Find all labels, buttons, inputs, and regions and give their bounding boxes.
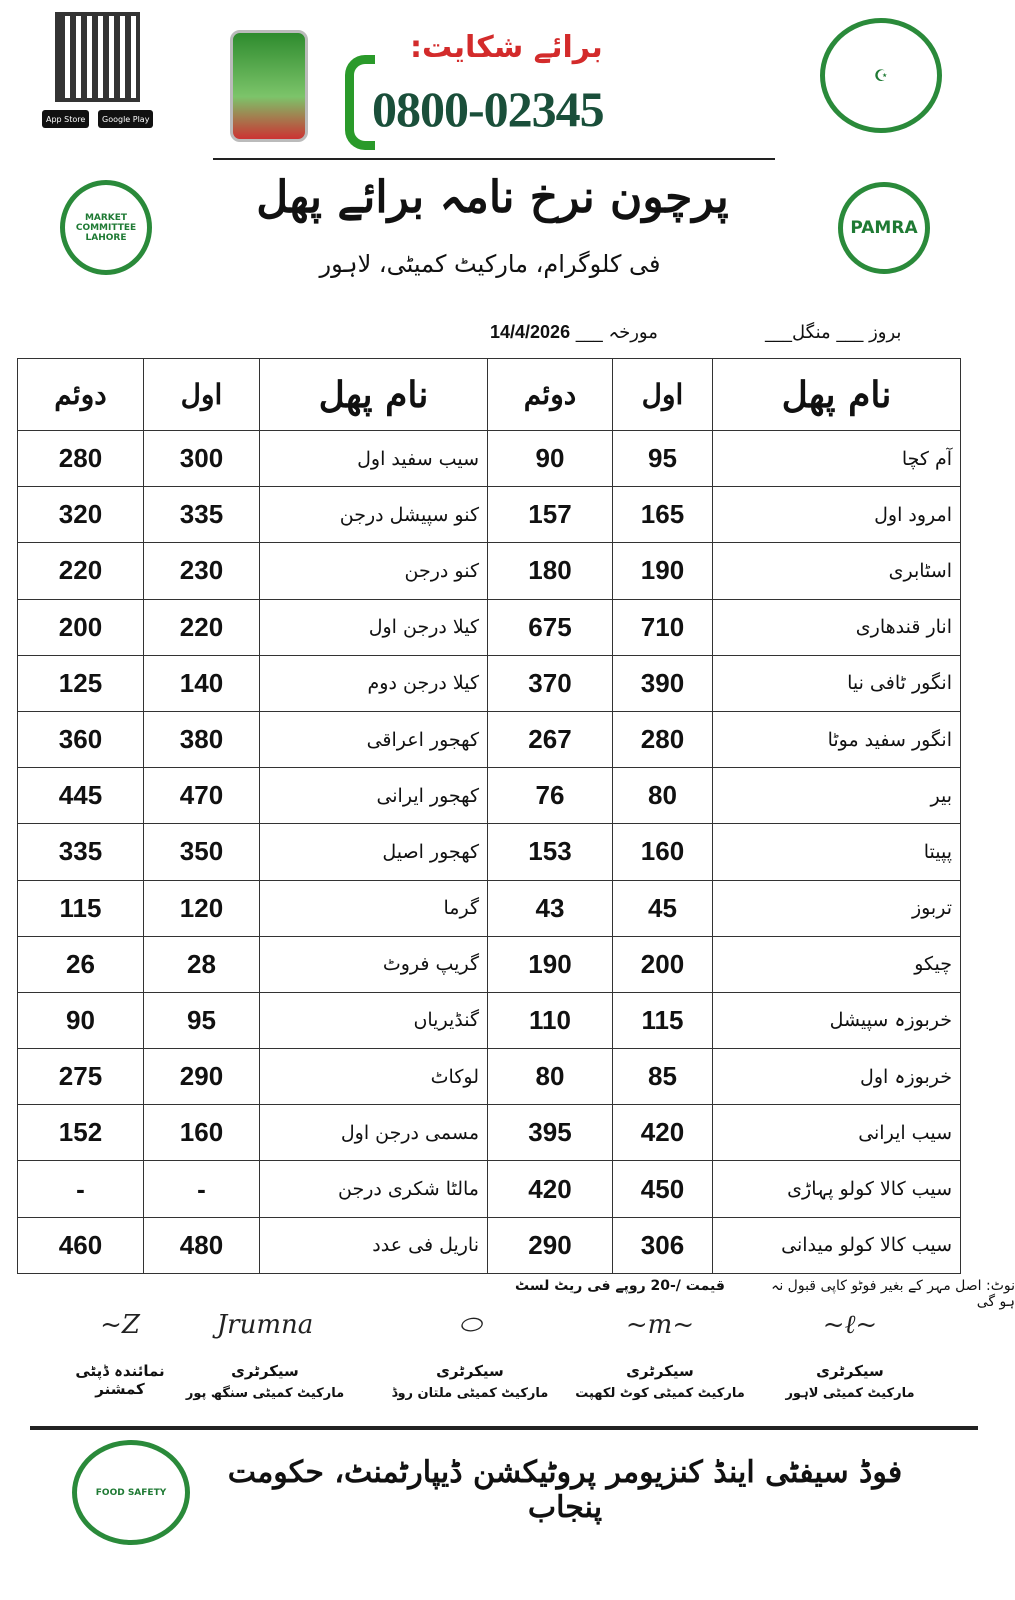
table-row (18, 1105, 961, 1161)
fruit-name: انار قندھاری (713, 599, 961, 655)
header-name: نام پھل (713, 359, 961, 431)
signature-block: Z~ نمائندہ ڈپٹی کمشنر (60, 1310, 180, 1398)
fruit-name: کھجور اعراقی (260, 711, 488, 767)
price-first: 85 (613, 1049, 713, 1105)
price-first: 120 (144, 880, 260, 936)
price-first: 350 (144, 824, 260, 880)
table-row (18, 599, 961, 655)
food-safety-department-logo: FOOD SAFETY (72, 1440, 190, 1545)
fruit-name: سیب کالا کولو پہاڑی (713, 1161, 961, 1217)
phone-handset-icon (345, 55, 375, 150)
table-row (18, 487, 961, 543)
table-row (18, 711, 961, 767)
table-row (18, 1217, 961, 1273)
fruit-name: سیب ایرانی (713, 1105, 961, 1161)
price-first: 190 (613, 543, 713, 599)
price-second: 115 (18, 880, 144, 936)
signature-block: Jrumna سیکرٹری مارکیٹ کمیٹی سنگھ پور (185, 1310, 345, 1401)
table-row (18, 543, 961, 599)
price-second: 90 (18, 992, 144, 1048)
price-second: 290 (488, 1217, 613, 1273)
price-second: 76 (488, 768, 613, 824)
price-second: 445 (18, 768, 144, 824)
complaint-label: برائے شکایت: (410, 30, 603, 65)
price-first: 280 (613, 711, 713, 767)
fruit-name: مسمی درجن اول (260, 1105, 488, 1161)
price-second: 180 (488, 543, 613, 599)
price-second: 320 (18, 487, 144, 543)
fruit-name: آم کچا (713, 431, 961, 487)
price-second: 420 (488, 1161, 613, 1217)
price-first: 480 (144, 1217, 260, 1273)
price-first: 28 (144, 936, 260, 992)
price-second: 267 (488, 711, 613, 767)
price-first: 390 (613, 655, 713, 711)
price-first: 200 (613, 936, 713, 992)
fruit-name: گریپ فروٹ (260, 936, 488, 992)
price-second: 152 (18, 1105, 144, 1161)
price-table (17, 358, 961, 1274)
price-second: 335 (18, 824, 144, 880)
price-first: 115 (613, 992, 713, 1048)
signature: ⬭ (458, 1310, 482, 1340)
price-first: 160 (613, 824, 713, 880)
divider (213, 158, 775, 160)
price-first: 45 (613, 880, 713, 936)
price-second: 157 (488, 487, 613, 543)
signature: Jrumna (216, 1310, 314, 1340)
fruit-name: سیب کالا کولو میدانی (713, 1217, 961, 1273)
price-first: 95 (613, 431, 713, 487)
price-second: 125 (18, 655, 144, 711)
price-first: - (144, 1161, 260, 1217)
price-first: 165 (613, 487, 713, 543)
app-qr-code[interactable] (55, 12, 140, 102)
price-first: 470 (144, 768, 260, 824)
stamp-note: نوٹ: اصل مہر کے بغیر فوٹو کاپی قبول نہ ہو گی (771, 1278, 1015, 1310)
fruit-name: کنو درجن (260, 543, 488, 599)
signature-block: ⬭ سیکرٹری مارکیٹ کمیٹی ملتان روڈ (385, 1310, 555, 1401)
price-second: 80 (488, 1049, 613, 1105)
price-first: 306 (613, 1217, 713, 1273)
price-note: قیمت /-20 روپے فی ریٹ لسٹ (515, 1278, 725, 1294)
fruit-name: پپیتا (713, 824, 961, 880)
table-row (18, 936, 961, 992)
table-row (18, 880, 961, 936)
fruit-name: کھجور اصیل (260, 824, 488, 880)
table-row (18, 655, 961, 711)
price-second: 190 (488, 936, 613, 992)
fruit-name: ناریل فی عدد (260, 1217, 488, 1273)
hotline-number: 0800-02345 (372, 81, 604, 137)
price-second: 460 (18, 1217, 144, 1273)
table-row (18, 1161, 961, 1217)
punjab-government-logo: ☪ (820, 18, 942, 133)
day-field: بروز ___ منگل___ (765, 322, 902, 343)
price-second: 153 (488, 824, 613, 880)
mobile-app-image (230, 30, 308, 142)
price-first: 710 (613, 599, 713, 655)
fruit-name: سیب سفید اول (260, 431, 488, 487)
price-first: 160 (144, 1105, 260, 1161)
fruit-name: مالٹا شکری درجن (260, 1161, 488, 1217)
fruit-name: گرما (260, 880, 488, 936)
fruit-name: بیر (713, 768, 961, 824)
price-second: 26 (18, 936, 144, 992)
table-row (18, 431, 961, 487)
price-second: - (18, 1161, 144, 1217)
price-second: 360 (18, 711, 144, 767)
price-first: 380 (144, 711, 260, 767)
fruit-name: چیکو (713, 936, 961, 992)
table-row (18, 992, 961, 1048)
pamra-logo: PAMRA (838, 182, 930, 274)
price-first: 420 (613, 1105, 713, 1161)
price-second: 280 (18, 431, 144, 487)
signature-block: ~ℓ~ سیکرٹری مارکیٹ کمیٹی لاہور (760, 1310, 940, 1401)
price-first: 80 (613, 768, 713, 824)
fruit-name: انگور سفید موٹا (713, 711, 961, 767)
header-second: دوئم (488, 359, 613, 431)
fruit-name: خربوزہ اول (713, 1049, 961, 1105)
app-store-badge[interactable]: App Store (42, 110, 89, 128)
price-second: 110 (488, 992, 613, 1048)
fruit-name: انگور ٹافی نیا (713, 655, 961, 711)
price-second: 220 (18, 543, 144, 599)
signature: Z~ (100, 1310, 140, 1340)
price-first: 220 (144, 599, 260, 655)
fruit-name: کھجور ایرانی (260, 768, 488, 824)
date-field: مورخہ ___ 14/4/2026 (490, 322, 658, 343)
price-first: 290 (144, 1049, 260, 1105)
table-row (18, 768, 961, 824)
header-first: اول (613, 359, 713, 431)
page-title: پرچون نرخ نامہ برائے پھل (256, 172, 729, 223)
header-first: اول (144, 359, 260, 431)
google-play-badge[interactable]: Google Play (98, 110, 153, 128)
price-first: 230 (144, 543, 260, 599)
signature: ~m~ (625, 1310, 695, 1340)
signature-block: ~m~ سیکرٹری مارکیٹ کمیٹی کوٹ لکھپت (570, 1310, 750, 1401)
fruit-name: اسٹابری (713, 543, 961, 599)
price-second: 675 (488, 599, 613, 655)
header-second: دوئم (18, 359, 144, 431)
price-first: 95 (144, 992, 260, 1048)
price-second: 90 (488, 431, 613, 487)
divider (30, 1426, 978, 1430)
fruit-name: کیلا درجن دوم (260, 655, 488, 711)
fruit-name: گنڈیریاں (260, 992, 488, 1048)
price-second: 395 (488, 1105, 613, 1161)
fruit-name: امرود اول (713, 487, 961, 543)
header-name: نام پھل (260, 359, 488, 431)
price-first: 140 (144, 655, 260, 711)
fruit-name: لوکاٹ (260, 1049, 488, 1105)
price-first: 300 (144, 431, 260, 487)
market-committee-lahore-logo: MARKET COMMITTEE LAHORE (60, 180, 152, 275)
page-subtitle: فی کلوگرام، مارکیٹ کمیٹی، لاہور (319, 250, 661, 278)
fruit-name: کنو سپیشل درجن (260, 487, 488, 543)
fruit-name: کیلا درجن اول (260, 599, 488, 655)
footer-department: فوڈ سیفٹی اینڈ کنزیومر پروٹیکشن ڈیپارٹمنٹ، حکومت پنجاب (227, 1455, 903, 1525)
price-first: 335 (144, 487, 260, 543)
fruit-name: خربوزہ سپیشل (713, 992, 961, 1048)
price-second: 275 (18, 1049, 144, 1105)
table-row (18, 824, 961, 880)
price-second: 43 (488, 880, 613, 936)
signature: ~ℓ~ (822, 1310, 878, 1340)
table-row (18, 1049, 961, 1105)
price-second: 200 (18, 599, 144, 655)
price-second: 370 (488, 655, 613, 711)
price-first: 450 (613, 1161, 713, 1217)
fruit-name: تربوز (713, 880, 961, 936)
